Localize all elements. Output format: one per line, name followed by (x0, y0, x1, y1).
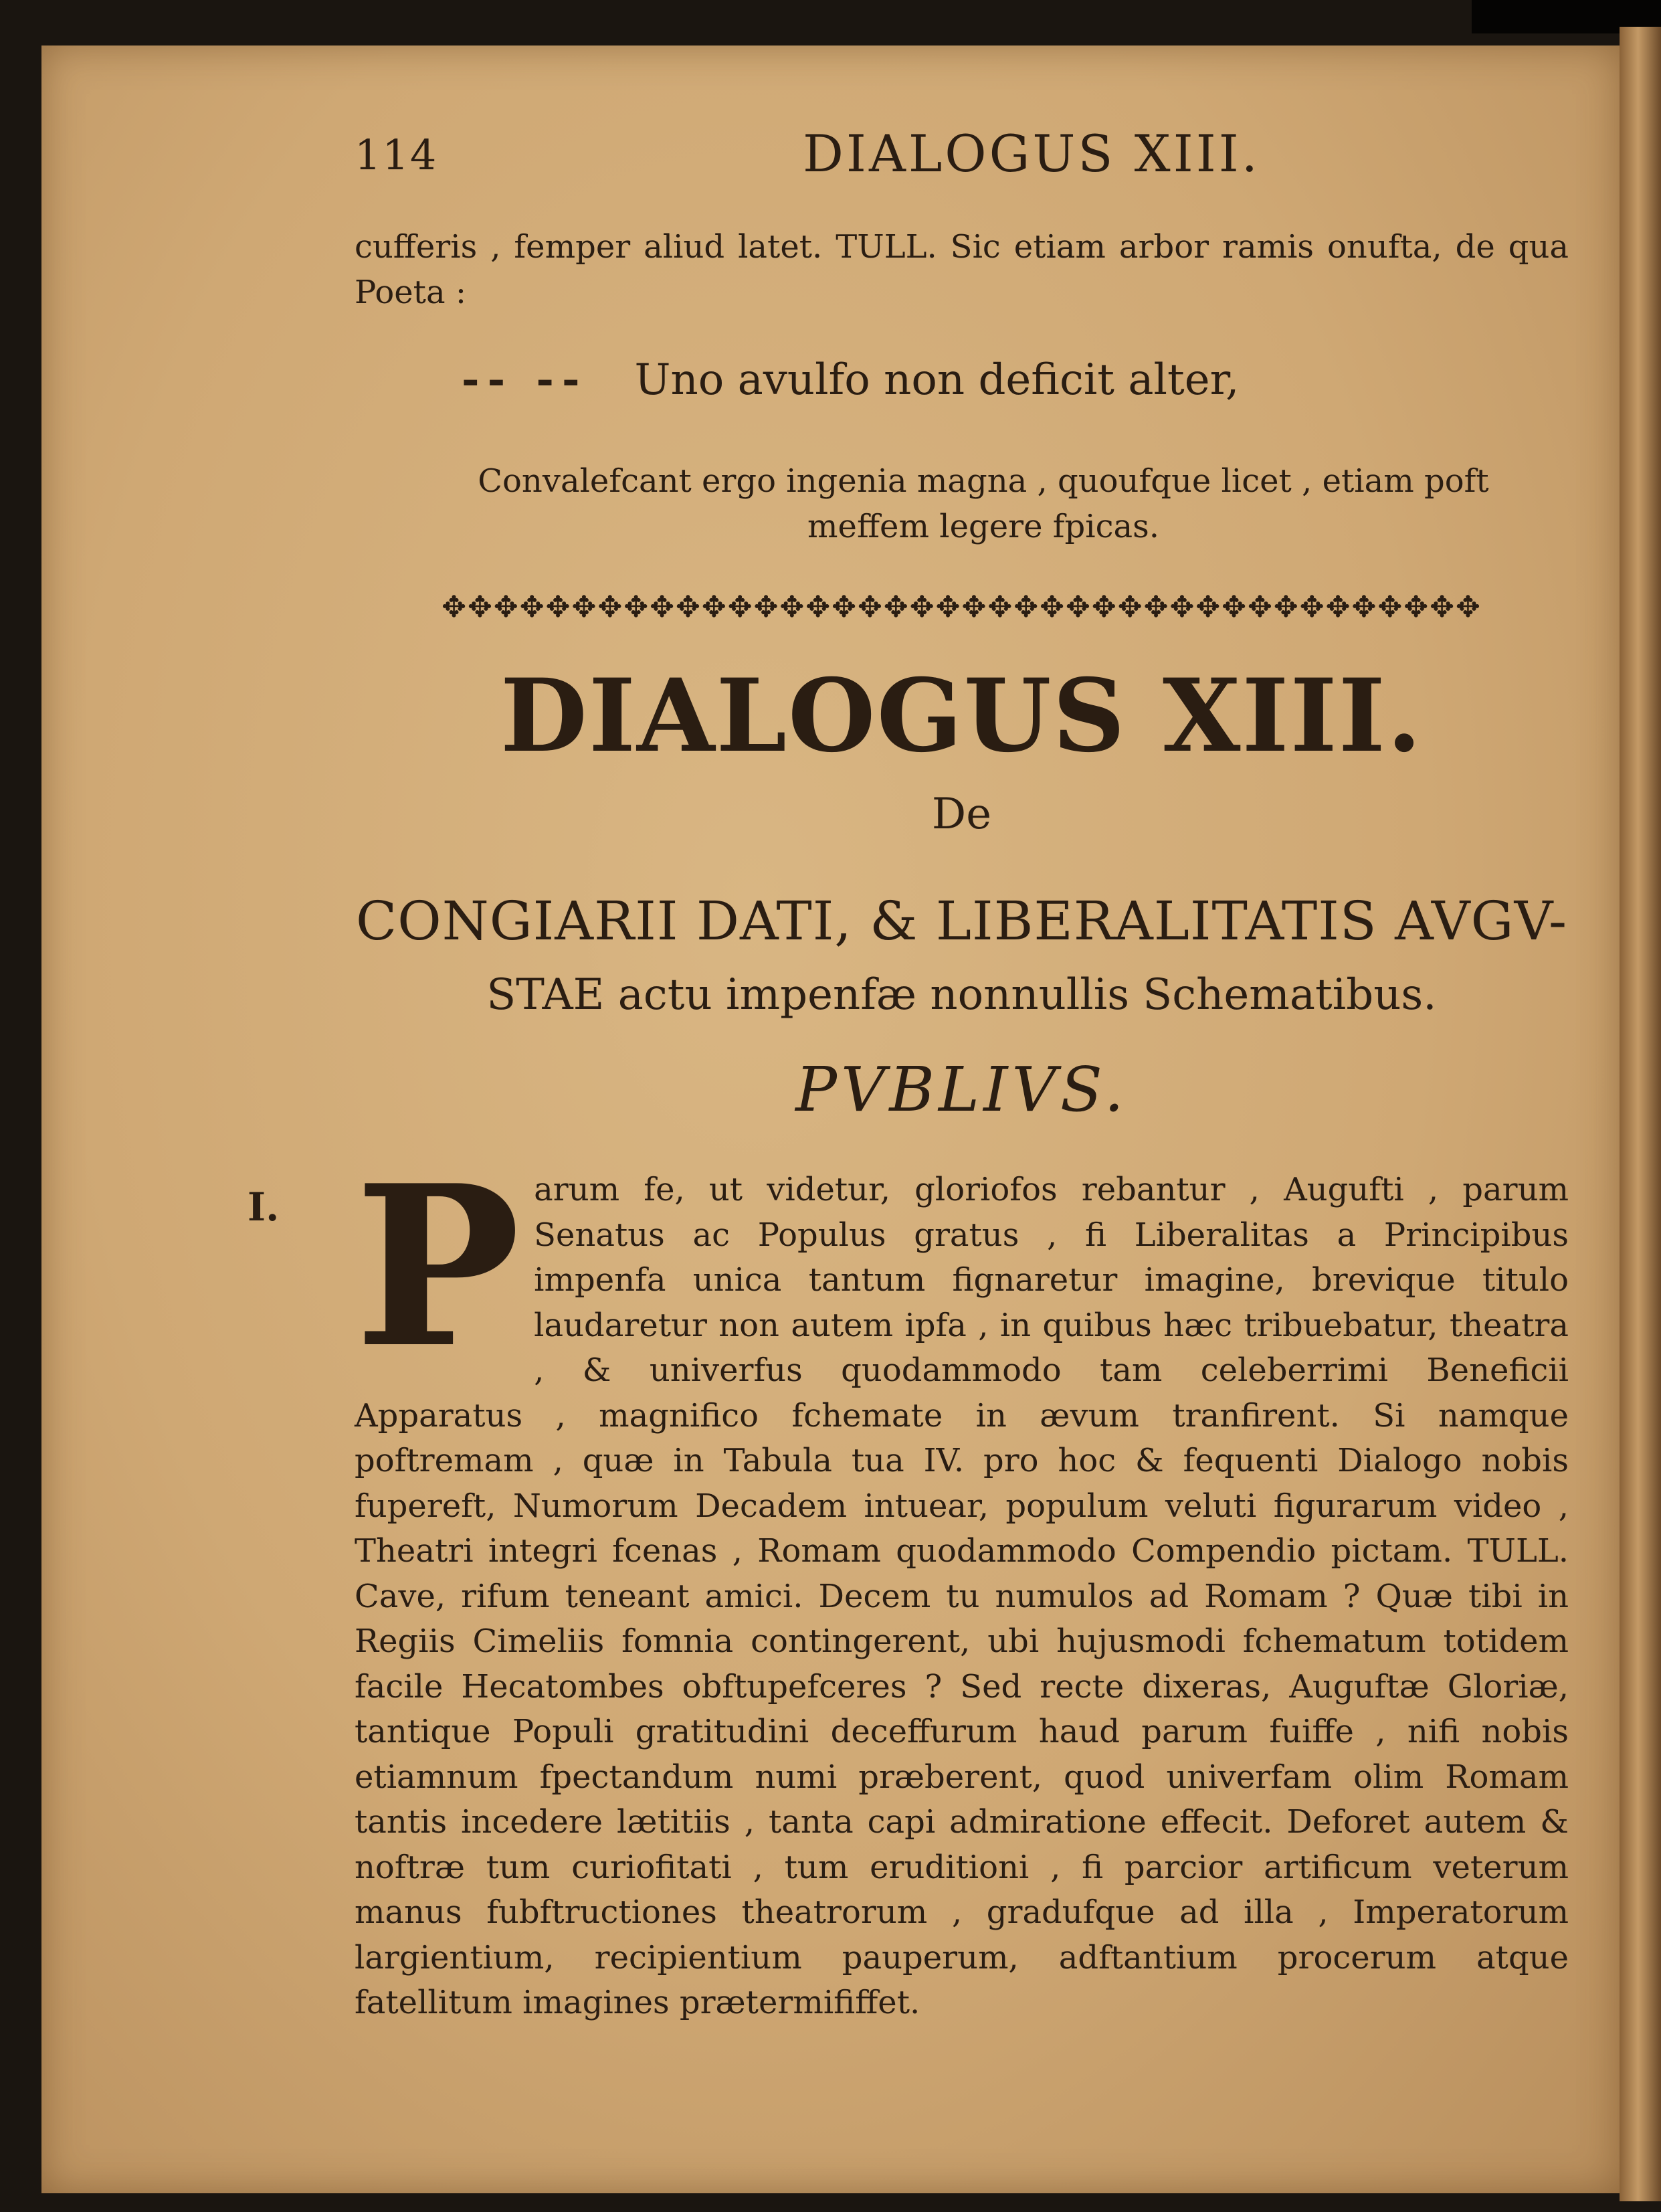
body-text: arum fe, ut videtur, gloriofos rebantur , Augufti , parum Senatus ac Populus gratus , fi Liberalitas a Principibus impenfa unica tantum fignaretur imagine, brevique titulo laudaretur non autem ipfa , in quibus hæc tribuebatur, theatra , & univerfus quodammodo tam celeberrimi Beneficii Apparatus , magnifico fchemate in ævum tranfirent. Si namque poftremam , quæ in Tabula tua IV. pro hoc & fequenti Dialogo nobis fupereft, Numorum Decadem intuear, populum veluti figurarum video , Theatri integri fcenas , Romam quodammodo Compendio pictam. TULL. Cave, rifum teneant amici. Decem tu numulos ad Romam ? Quæ tibi in Regiis Cimeliis fomnia contingerent, ubi hujusmodi fchematum totidem facile Hecatombes obftupefceres ? Sed recte dixeras, Auguftæ Gloriæ, tantique Populi gratitudini deceffurum haud parum fuiffe , nifi nobis etiamnum fpectandum numi præberent, quod univerfam olim Romam tantis incedere lætitiis , tanta capi admiratione effecit. Deforet autem & noftræ tum curiofitati , tum eruditioni , fi parcior artificum veterum manus fubftructiones theatrorum , gradufque ad illa , Imperatorum largientium, recipientium pauperum, adftantium procerum atque fatellitum imagines prætermififfet. (355, 1171, 1569, 2021)
speaker-name: PVBLIVS. (795, 1054, 1128, 1125)
drop-cap: P (355, 1137, 521, 1396)
ornamental-divider: ✥✥✥✥✥✥✥✥✥✥✥✥✥✥✥✥✥✥✥✥✥✥✥✥✥✥✥✥✥✥✥✥✥✥✥✥✥✥✥✥ (442, 590, 1482, 624)
section-number: I. (248, 1184, 280, 1230)
chapter-de: De (931, 790, 992, 839)
chapter-subtitle-line2: STAE actu impenfæ nonnullis Schematibus. (486, 970, 1437, 1020)
page-header (355, 117, 1659, 197)
closing-sentence: Convalefcant ergo ingenia magna , quoufque licet , etiam poft meffem legere fpicas. (478, 462, 1489, 545)
chapter-title: DIALOGUS XIII. (500, 657, 1424, 775)
page-number: 114 (355, 130, 438, 179)
verse-quote (462, 355, 1239, 405)
continuation-text: cufferis , femper aliud latet. TULL. Sic etiam arbor ramis onufta, de qua Poeta : (355, 228, 1569, 311)
running-head: DIALOGUS XIII. (803, 124, 1260, 183)
chapter-subtitle-line1: CONGIARII DATI, & LIBERALITATIS AVGV- (355, 890, 1568, 952)
body-paragraph (355, 1137, 1569, 2026)
page-edge (1620, 27, 1661, 2201)
verse-line: Uno avulfo non deficit alter, (634, 355, 1240, 405)
verse-dashes: -- -- (462, 355, 588, 405)
